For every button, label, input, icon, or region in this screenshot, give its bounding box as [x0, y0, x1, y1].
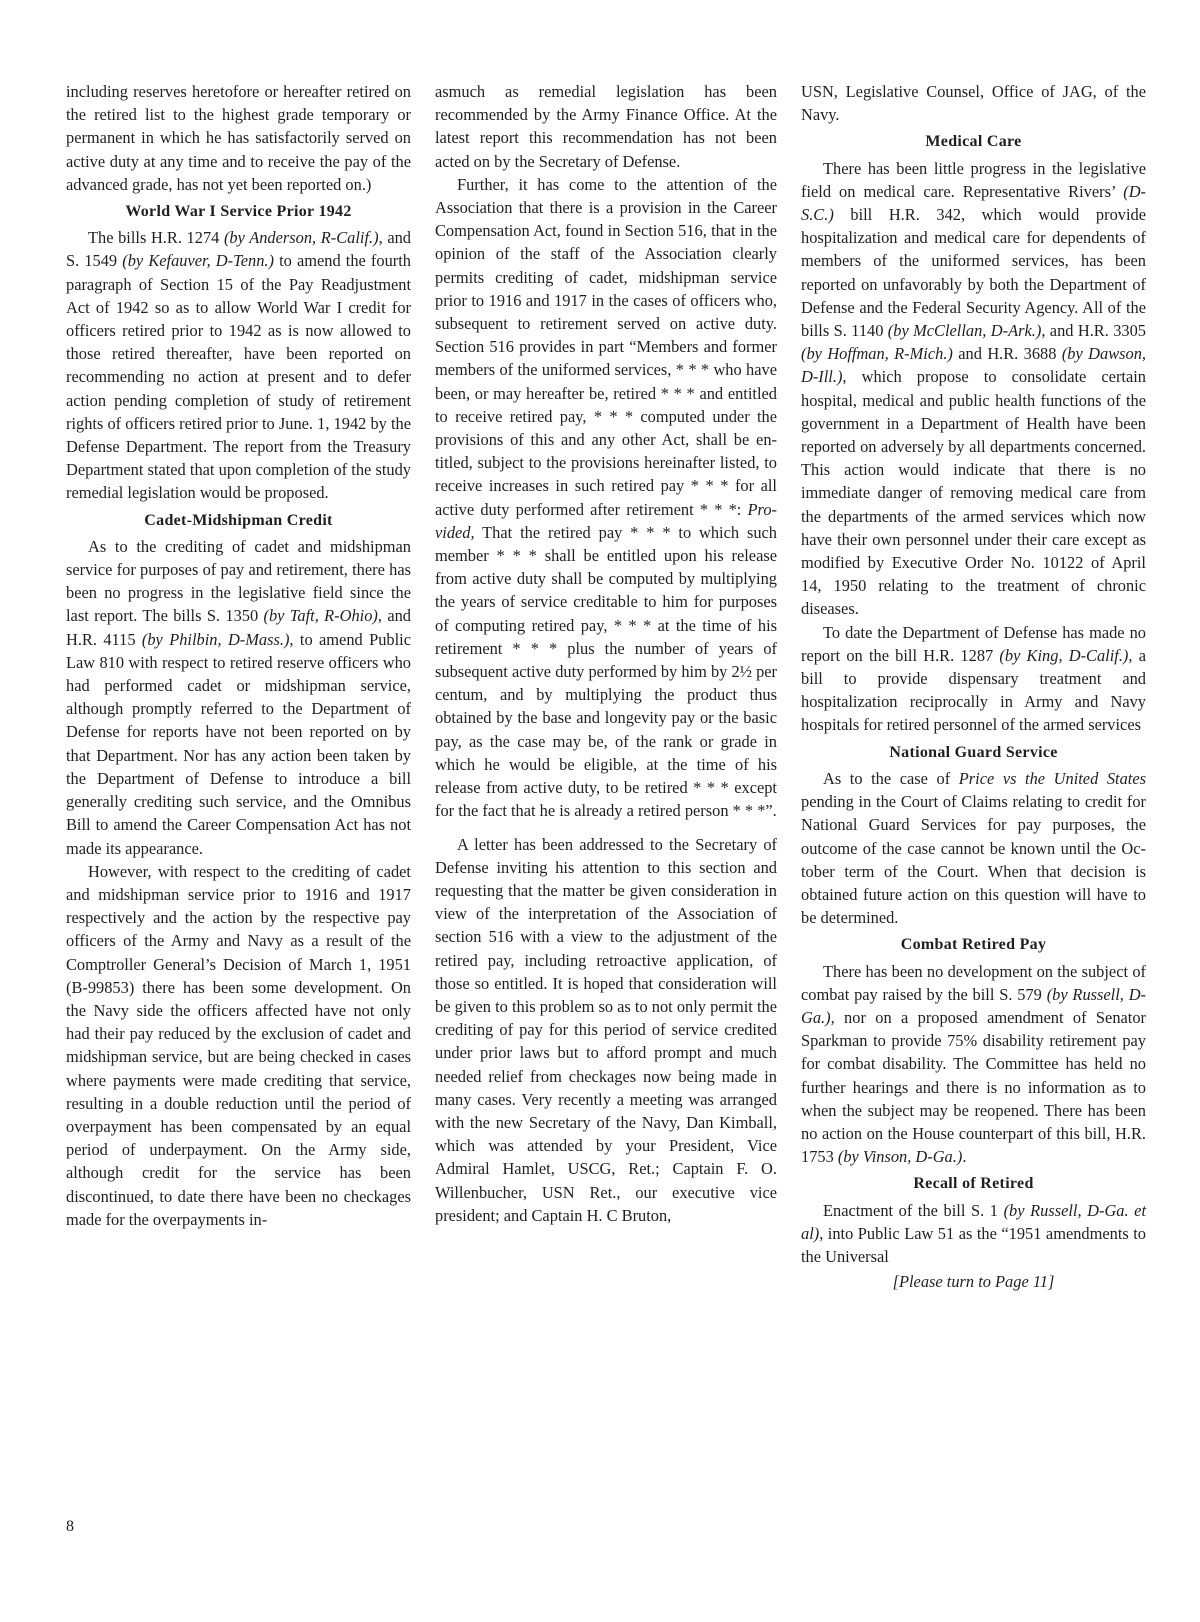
section-heading-world-war-i: World War I Service Prior 1942	[125, 203, 352, 221]
paragraph: However, with respect to the crediting of cadet and midshipman service prior to 1916 and 1917 respectively and the action by the respective pay officers of the Army and Navy as a result of the Comptroller General’s Decision of March 1, 1951 (B-99853) there has been some development. On the Navy side the officers affected have not only had their pay reduced by the exclusion of cadet and midshipman service, but are being checked in cases where payments were made crediting that service, resulting in a double reduction until the period of overpayment has been compensated by an equal period of underpayment. On the Army side, although credit for the service has been discontinued, to date there have been no checkages made for the overpayments in-	[66, 861, 411, 1229]
text-run: As to the crediting of cadet and midshipman service for purposes of pay and retirement, there has been no progress in the legislative field since the last report. The bills S. 1350	[66, 536, 411, 626]
text-run: Enactment of the bill S. 1	[823, 1200, 1004, 1220]
paragraph: including reserves heretofore or hereafter retired on the retired list to the highest grade temporary or permanent in which he has satisfactorily served on active duty at any time and to receive the pay of the advanced grade, has not yet been reported on.)	[66, 82, 411, 194]
paragraph	[66, 535, 411, 860]
bill-citation: (by Vinson, D-Ga.)	[837, 1147, 963, 1167]
text-run: , which propose to consolidate certain hospital, medical and public health functions of the government in a Department of Health have been reported on adversely by all departments concerned. This action would indicate that there is no immediate danger of removing medical care from the departments of the armed services which now have their own personnel under their care except as modified by Executive Order No. 10122 of April 14, 1950 relating to the treatment of chronic diseases.	[801, 367, 1146, 619]
column-1	[66, 80, 411, 1231]
paragraph	[801, 767, 1146, 929]
section-heading-national-guard: National Guard Service	[889, 743, 1058, 761]
text-run: , and H.R. 3305	[1041, 321, 1146, 341]
bill-citation: (by Hoffman, R-Mich.)	[801, 344, 953, 364]
column-3	[801, 80, 1146, 1293]
text-run: To date the Department of Defense has made no report on the bill H.R. 1287	[801, 622, 1146, 665]
text-run: and H.R. 3688	[952, 344, 1062, 364]
text-run: , a bill to provide dispensary treatment and hospitalization reciprocally in Army and Navy hospitals for retired personnel of the armed services	[801, 645, 1146, 735]
text-run: pending in the Court of Claims relating to credit for National Guard Services for pay purposes, the outcome of the case cannot be known until the October term of the Court. When that decision is obtained future action on this question will have to be determined.	[801, 792, 1146, 928]
continued-on-page-link[interactable]: [Please turn to Page 11]	[892, 1272, 1055, 1292]
case-name: Price vs the United States	[958, 768, 1146, 788]
paragraph	[801, 157, 1146, 621]
paragraph: asmuch as remedial legislation has been recommended by the Army Finance Office. At the latest report this recommendation has not been acted on by the Secretary of Defense.	[435, 82, 777, 171]
text-run: , to amend Public Law 810 with respect to retired reserve officers who had performed cadet or midshipman service, although promptly referred to the Department of Defense for reports have not been reported on by that Department. Nor has any action been taken by the Department of Defense to introduce a bill generally crediting such service, and the Omnibus Bill to amend the Career Compensation Act has not made its appearance.	[66, 629, 411, 858]
column-2	[435, 80, 777, 1227]
text-run: The bills H.R. 1274	[88, 228, 224, 248]
paragraph: USN, Legislative Counsel, Office of JAG, of the Navy.	[801, 82, 1146, 125]
text-run: , and H.R. 4115	[66, 606, 411, 649]
page-number: 8	[66, 1518, 74, 1535]
text-run: bill H.R. 342, which would provide hospitalization and medical care for dependents of members of the uniformed services, has been reported on unfavorably by both the Department of Defense and the Federal Security Agency. All of the bills S. 1140	[801, 205, 1146, 341]
bill-citation: (by King, D-Calif.)	[999, 645, 1129, 665]
section-heading-medical-care: Medical Care	[925, 133, 1022, 151]
text-run: , and S. 1549	[66, 228, 411, 271]
text-run: Further, it has come to the attention of the Association that there is a provision in the Career Compensation Act, found in Section 516, that in the opinion of the staff of the Association clearly permits crediting of cadet, midshipman service prior to 1916 and 1917 in the cases of officers who, subsequent to retirement served on active duty. Section 516 provides in part “Members and former members of the uniformed services, * * * who have been, or may hereafter be, retired * * * and entitled to receive retired pay, * * * computed under the provisions of this and any other Act, shall be entitled, subject to the provisions hereinafter listed, to receive increases in such retired pay * * * for all active duty performed after retirement * * *:	[435, 174, 777, 519]
bill-citation: (by Kefauver, D-Tenn.)	[122, 251, 274, 271]
paragraph	[801, 621, 1146, 737]
section-heading-combat-retired-pay: Combat Retired Pay	[900, 936, 1047, 954]
text-run: .	[962, 1147, 967, 1167]
bill-citation: (by Philbin, D-Mass.)	[141, 629, 290, 649]
section-heading-cadet-midshipman: Cadet-Midshipman Credit	[144, 511, 333, 529]
bill-citation: (by Taft, R-Ohio)	[263, 606, 378, 626]
paragraph	[801, 960, 1146, 1169]
bill-citation: (by Russell, D-Ga.)	[801, 984, 1146, 1027]
paragraph	[801, 1199, 1146, 1269]
bill-citation: (D-S.C.)	[801, 181, 1146, 225]
bill-citation: (by McClellan, D-Ark.)	[887, 321, 1042, 341]
text-run: , into Public Law 51 as the “1951 amendments to the Universal	[801, 1223, 1146, 1266]
section-heading-recall-of-retired: Recall of Retired	[913, 1175, 1034, 1193]
bill-citation: (by Dawson, D-Ill.)	[801, 344, 1146, 387]
paragraph: A letter has been addressed to the Secretary of Defense inviting his attention to this section and requesting that the matter be given consideration in view of the interpretation of the Association of section 516 with a view to the adjustment of the retired pay, including retroactive application, of those so entitled. It is hoped that consideration will be given to this problem so as to not only permit the crediting of pay for this period of service credited under prior laws but to afford prompt and much needed relief from checkages now being made in many cases. Very recently a meeting was arranged with the new Secretary of the Navy, Dan Kimball, which was attended by your President, Vice Admiral Hamlet, USCG, Ret.; Captain F. O. Willenbucher, USN Ret., our executive vice president; and Captain H. C Bruton,	[435, 834, 777, 1225]
text-run: There has been no development on the subject of combat pay raised by the bill S. 579	[801, 961, 1146, 1004]
bill-citation: (by Russell, D-Ga. et al)	[801, 1200, 1146, 1243]
bill-citation: (by Anderson, R-Calif.)	[223, 228, 379, 248]
text-run: , nor on a proposed amendment of Senator Sparkman to provide 75% disability retirement pay for combat disability. The Committee has held no further hearings and there is no information as to when the subject may be reopened. There has been no action on the House counterpart of this bill, H.R. 1753	[801, 1007, 1146, 1167]
paragraph	[435, 173, 777, 823]
text-run: There has been little progress in the legislative field on medical care. Representative Rivers’	[801, 158, 1146, 201]
text-run: to amend the fourth paragraph of Section 15 of the Pay Readjustment Act of 1942 so as to allow World War I credit for officers retired prior to 1942 as is now allowed to those retired thereafter, have been reported on recommending no action at present and to defer action pending completion of study of retirement rights of officers retired prior to June. 1, 1942 by the Defense Department. The report from the Treasury Department stated that upon completion of the study remedial legislation would be proposed.	[66, 251, 411, 503]
text-run: That the retired pay * * * to which such member * * * shall be entitled upon his release from active duty shall be computed by multiplying the years of service creditable to him for purposes of computing retired pay, * * * at the time of his retirement * * * plus the number of years of subsequent active duty performed by him by 2½ per centum, and by multiplying the product thus obtained by the base and longevity pay or the basic pay, as the case may be, of the rank or grade in which he would be eligible, at the time of his release from active duty, to be retired * * * except for the fact that he is already a retired person * * *”.	[435, 522, 777, 821]
text-run: As to the case of	[823, 768, 959, 788]
paragraph	[66, 226, 411, 504]
proviso: Provided,	[435, 499, 777, 542]
